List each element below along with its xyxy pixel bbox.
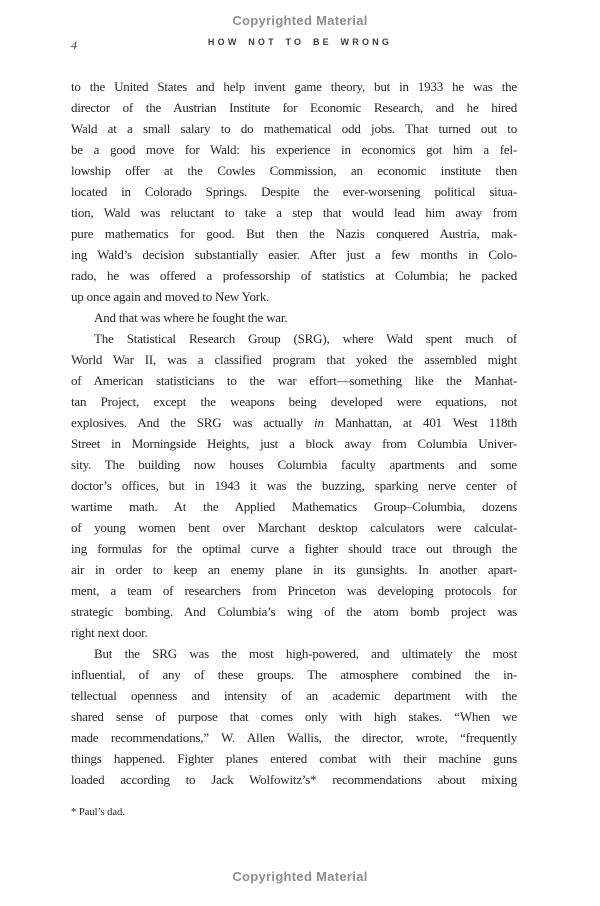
text-line: things happened. Fighter planes entered combat with their machine guns (71, 751, 517, 766)
body-text (71, 76, 517, 790)
text-line: tellectual openness and intensity of an academic department with the (71, 688, 517, 703)
page-header (0, 37, 600, 51)
text-line: of young women bent over Marchant desktop calculators were calculat- (71, 520, 517, 535)
text-line: Street in Morningside Heights, just a block away from Columbia Univer- (71, 436, 517, 451)
text-line: of American statisticians to the war effort—something like the Manhat- (71, 373, 517, 388)
text-line: lowship offer at the Cowles Commission, an economic institute then (71, 163, 517, 178)
text-line: up once again and moved to New York. (71, 289, 270, 304)
text-line: strategic bombing. And Columbia’s wing of the atom bomb project was (71, 604, 517, 619)
text-line: be a good move for Wald: his experience in economics got him a fel- (71, 142, 517, 157)
text-line: ing formulas for the optimal curve a fighter should trace out through the (71, 541, 517, 556)
text-line: pure mathematics for good. But then the Nazis conquered Austria, mak- (71, 226, 517, 241)
text-line: ment, a team of researchers from Princeton was developing protocols for (71, 583, 517, 598)
copyright-watermark-bottom: Copyrighted Material (232, 869, 368, 884)
text-line: made recommendations,” W. Allen Wallis, the director, wrote, “frequently (71, 730, 517, 745)
text-line: wartime math. At the Applied Mathematics Group–Columbia, dozens (71, 499, 517, 514)
text-line: sity. The building now houses Columbia faculty apartments and some (71, 457, 517, 472)
running-title: HOW NOT TO BE WRONG (207, 37, 393, 47)
text-line: loaded according to Jack Wolfowitz’s* recommendations about mixing (71, 772, 517, 787)
text-line: shared sense of purpose that comes only with high stakes. “When we (71, 709, 517, 724)
text-line: tion, Wald was reluctant to take a step that would lead him away from (71, 205, 517, 220)
text-line: The Statistical Research Group (SRG), where Wald spent much of (94, 331, 517, 346)
text-line: World War II, was a classified program that yoked the assembled might (71, 352, 517, 367)
text-line: director of the Austrian Institute for Economic Research, and he hired (71, 100, 517, 115)
text-line: right next door. (71, 625, 148, 640)
text-line: And that was where he fought the war. (94, 310, 288, 325)
text-line: air in order to keep an enemy plane in its gunsights. In another apart- (71, 562, 517, 577)
text-line: to the United States and help invent game theory, but in 1933 he was the (71, 79, 517, 94)
copyright-watermark-top: Copyrighted Material (232, 13, 368, 28)
text-line: ing Wald’s decision substantially easier. After just a few months in Colo- (71, 247, 517, 262)
footnote: * Paul’s dad. (71, 807, 125, 818)
page-number: 4 (71, 38, 77, 52)
text-line: rado, he was offered a professorship of statistics at Columbia; he packed (71, 268, 517, 283)
text-line: explosives. And the SRG was actually in Manhattan, at 401 West 118th (71, 415, 517, 430)
text-line: But the SRG was the most high-powered, and ultimately the most (94, 646, 517, 661)
text-line: tan Project, except the weapons being developed were equations, not (71, 394, 517, 409)
text-line: influential, of any of these groups. The atmosphere combined the in- (71, 667, 517, 682)
text-line: located in Colorado Springs. Despite the ever-worsening political situa- (71, 184, 517, 199)
text-line: Wald at a small salary to do mathematical odd jobs. That turned out to (71, 121, 517, 136)
text-line: doctor’s offices, but in 1943 it was the buzzing, sparking nerve center of (71, 478, 517, 493)
